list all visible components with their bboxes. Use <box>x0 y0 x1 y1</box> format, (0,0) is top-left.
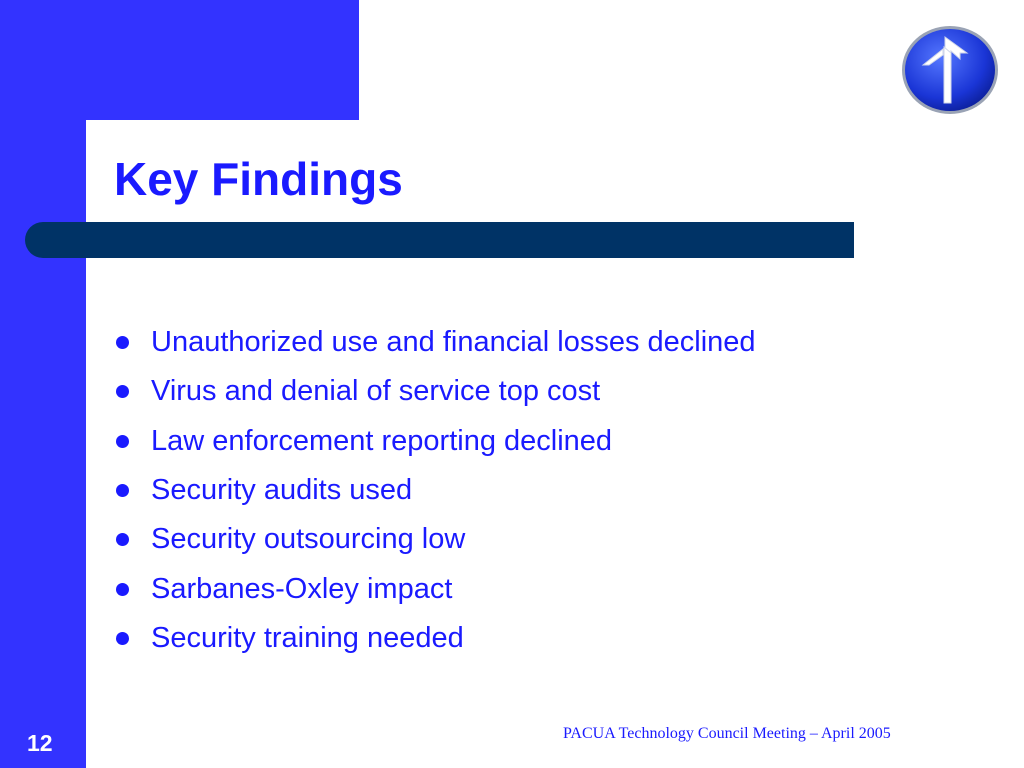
bullet-icon <box>116 336 129 349</box>
findings-list <box>116 318 756 663</box>
accent-bar-left <box>0 0 86 768</box>
list-item <box>116 515 756 564</box>
bullet-icon <box>116 484 129 497</box>
bullet-icon <box>116 632 129 645</box>
list-item <box>116 417 756 466</box>
list-item-text: Sarbanes-Oxley impact <box>151 572 453 605</box>
list-item-text: Virus and denial of service top cost <box>151 375 601 408</box>
list-item-text: Security audits used <box>151 474 413 507</box>
list-item-text: Law enforcement reporting declined <box>151 424 613 457</box>
list-item-text: Unauthorized use and financial losses declined <box>151 326 756 359</box>
slide-footer: PACUA Technology Council Meeting – April 2005 <box>563 725 891 742</box>
slide-title: Key Findings <box>114 153 403 205</box>
list-item <box>116 318 756 367</box>
list-item <box>116 564 756 613</box>
up-arrow-emblem-icon <box>899 23 1001 117</box>
list-item-text: Security training needed <box>151 621 464 654</box>
title-underline-bar <box>25 222 854 258</box>
slide-number: 12 <box>27 730 53 756</box>
list-item <box>116 614 756 663</box>
list-item <box>116 466 756 515</box>
bullet-icon <box>116 385 129 398</box>
bullet-icon <box>116 533 129 546</box>
list-item-text: Security outsourcing low <box>151 523 466 556</box>
list-item <box>116 367 756 416</box>
bullet-icon <box>116 583 129 596</box>
bullet-icon <box>116 435 129 448</box>
